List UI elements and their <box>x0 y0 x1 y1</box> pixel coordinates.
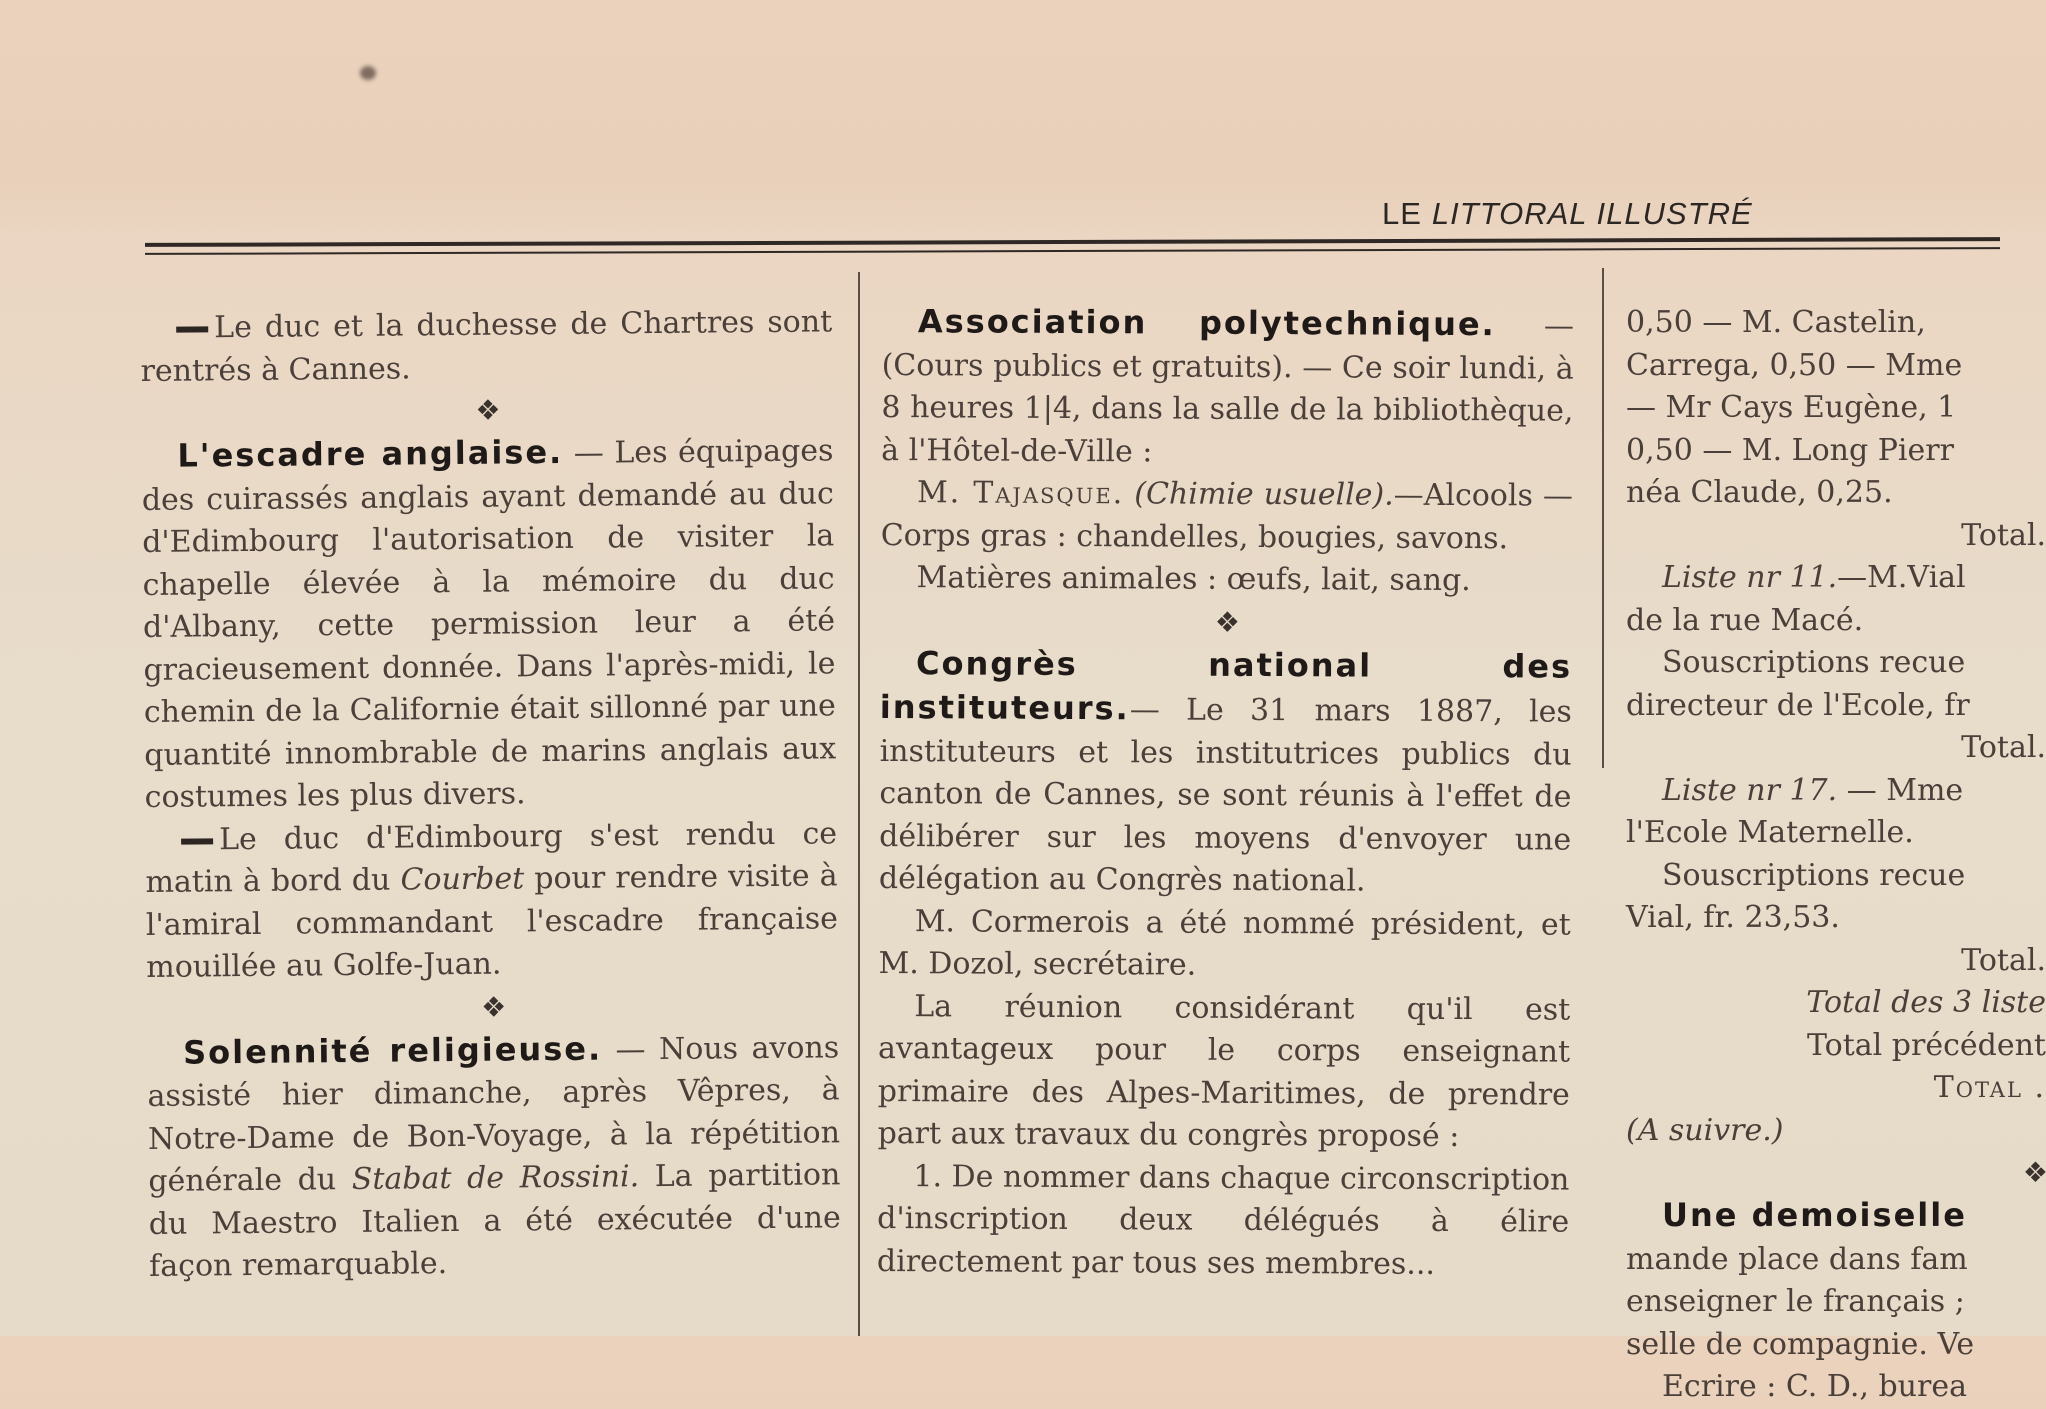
text-congres: — Le 31 mars 1887, les instituteurs et les institutrices publics du canton de Cannes, se sont réunis à l'effet de délibérer sur les moyens d'envoyer une délégation au Congrès national. <box>878 692 1572 899</box>
liste-17-text: — Mme <box>1837 772 1964 808</box>
paragraph-cormerois: M. Cormerois a été nommé président, et M. Dozol, secrétaire. <box>878 903 1571 983</box>
paragraph-escadre <box>141 428 837 819</box>
paragraph-edimbourg <box>145 813 839 990</box>
total-line: Total. <box>1961 942 2046 978</box>
column-divider-1 <box>858 272 860 1336</box>
paragraph-tajasque <box>881 472 1573 561</box>
list-line: l'Ecole Maternelle. <box>1626 815 1914 850</box>
headline-escadre: L'escadre anglaise. <box>177 432 564 475</box>
text-courbet: Courbet <box>400 861 525 898</box>
list-line: directeur de l'Ecole, fr <box>1626 687 1970 723</box>
paragraph-reunion: La réunion considérant qu'il est avantageux pour le corps enseignant primaire des Alpes-Maritimes, de prendre part aux travaux du congrès proposé : <box>877 988 1571 1155</box>
text-edimbourg-a: Le duc d'Edimbourg s'est rendu ce matin à bord du <box>145 815 838 900</box>
liste-11-line <box>1626 557 2046 600</box>
liste-11-label: Liste nr 11. <box>1662 560 1838 595</box>
text-solennite-b: La partition du Maestro Italien a été exécutée d'une façon remarquable. <box>148 1157 841 1284</box>
ornament-icon: ❖ <box>2022 1156 2046 1189</box>
dash-icon <box>176 326 208 332</box>
masthead-le: LE <box>1382 196 1422 231</box>
grand-total-line: Total . <box>1933 1070 2046 1105</box>
ornament-icon: ❖ <box>481 990 505 1024</box>
text-solennite-a: — Nous avons assisté hier dimanche, après Vêpres, à Notre-Dame de Bon-Voyage, à la répétition générale du <box>147 1029 841 1199</box>
column-1 <box>140 301 841 1288</box>
ornament-icon: ❖ <box>1214 605 1238 639</box>
paragraph-chartres <box>140 301 833 393</box>
column-2 <box>877 300 1574 1287</box>
column-3 <box>1626 302 2046 1409</box>
list-line: Vial, fr. 23,53. <box>1626 900 1840 935</box>
liste-17-line <box>1626 770 2046 813</box>
paragraph-nommer: 1. De nommer dans chaque circonscription d'inscription deux délégués à élire directement par tous ses membres... <box>876 1158 1570 1282</box>
paragraph-solennite <box>147 1025 841 1289</box>
liste-11-text: —M.Vial <box>1837 560 1966 595</box>
text-association: — (Cours publics et gratuits). — Ce soir lundi, à 8 heures 1|4, dans la salle de la bibliothèque, à l'Hôtel-de-Ville : <box>881 308 1574 469</box>
ornament-icon: ❖ <box>475 393 499 427</box>
masthead <box>1382 196 1753 232</box>
total-line: Total. <box>1961 730 2046 765</box>
text-stabat: Stabat de Rossini. <box>351 1159 640 1198</box>
demoiselle-line <box>1626 1194 2046 1239</box>
list-line: Carrega, 0,50 — Mme <box>1626 347 1963 383</box>
text-chartres: Le duc et la duchesse de Chartres sont rentrés à Cannes. <box>140 304 833 389</box>
headline-solennite: Solennité religieuse. <box>182 1029 603 1072</box>
paragraph-matieres: Matières animales : œufs, lait, sang. <box>916 560 1471 599</box>
list-line: 0,50 — M. Castelin, <box>1626 305 1926 340</box>
a-suivre: (A suivre.) <box>1626 1112 1784 1148</box>
text-tajasque: M. Tajasque. <box>916 475 1125 512</box>
list-line: Ecrire : C. D., burea <box>1662 1369 1967 1404</box>
total-listes-line <box>1626 982 2046 1025</box>
text-alcools: —Alcools — Corps gras : chandelles, bougies, savons. <box>880 477 1574 556</box>
text-chimie: (Chimie usuelle). <box>1134 476 1394 513</box>
column-divider-2 <box>1602 268 1604 768</box>
dash-icon <box>181 838 213 844</box>
headline-association: Association polytechnique. <box>917 302 1496 344</box>
list-line: mande place dans fam <box>1626 1241 1968 1277</box>
masthead-title: LITTORAL ILLUSTRÉ <box>1431 196 1753 231</box>
list-line: selle de compagnie. Ve <box>1626 1326 1975 1362</box>
list-line: enseigner le français ; <box>1626 1284 1965 1319</box>
list-line: de la rue Macé. <box>1626 602 1864 638</box>
total-line: Total. <box>1961 517 2046 553</box>
list-line: 0,50 — M. Long Pierr <box>1626 432 1954 468</box>
header-rule-thin <box>145 247 2000 255</box>
ink-stain <box>360 66 376 80</box>
list-line: — Mr Cays Eugène, 1 <box>1626 390 1957 425</box>
paragraph-association <box>881 300 1574 476</box>
liste-17-label: Liste nr 17. <box>1662 772 1838 808</box>
list-line: Souscriptions recue <box>1662 857 1966 893</box>
text-escadre: — Les équipages des cuirassés anglais ayant demandé au duc d'Edimbourg l'autorisation de visiter la chapelle élevée à la mémoire du duc d'Albany, cette permission leur a été gracieusement donnée. Dans l'après-midi, le chemin de la Californie était sillonné par une quantité innombrable de marins anglais aux costumes les plus divers. <box>141 433 837 815</box>
headline-congres: Congrès national des instituteurs. <box>879 643 1573 728</box>
paragraph-congres <box>879 641 1572 904</box>
total-precedent-line: Total précédent <box>1806 1027 2046 1063</box>
list-line: Souscriptions recue <box>1662 645 1966 680</box>
total-listes: Total des 3 liste <box>1806 985 2046 1020</box>
a-suivre-line <box>1626 1110 2046 1153</box>
headline-demoiselle: Une demoiselle <box>1662 1196 1967 1234</box>
list-line: néa Claude, 0,25. <box>1626 475 1893 510</box>
header-rule-thick <box>145 237 2000 247</box>
text-edimbourg-b: pour rendre visite à l'amiral commandant l'escadre française mouillée au Golfe-Juan. <box>145 858 839 985</box>
